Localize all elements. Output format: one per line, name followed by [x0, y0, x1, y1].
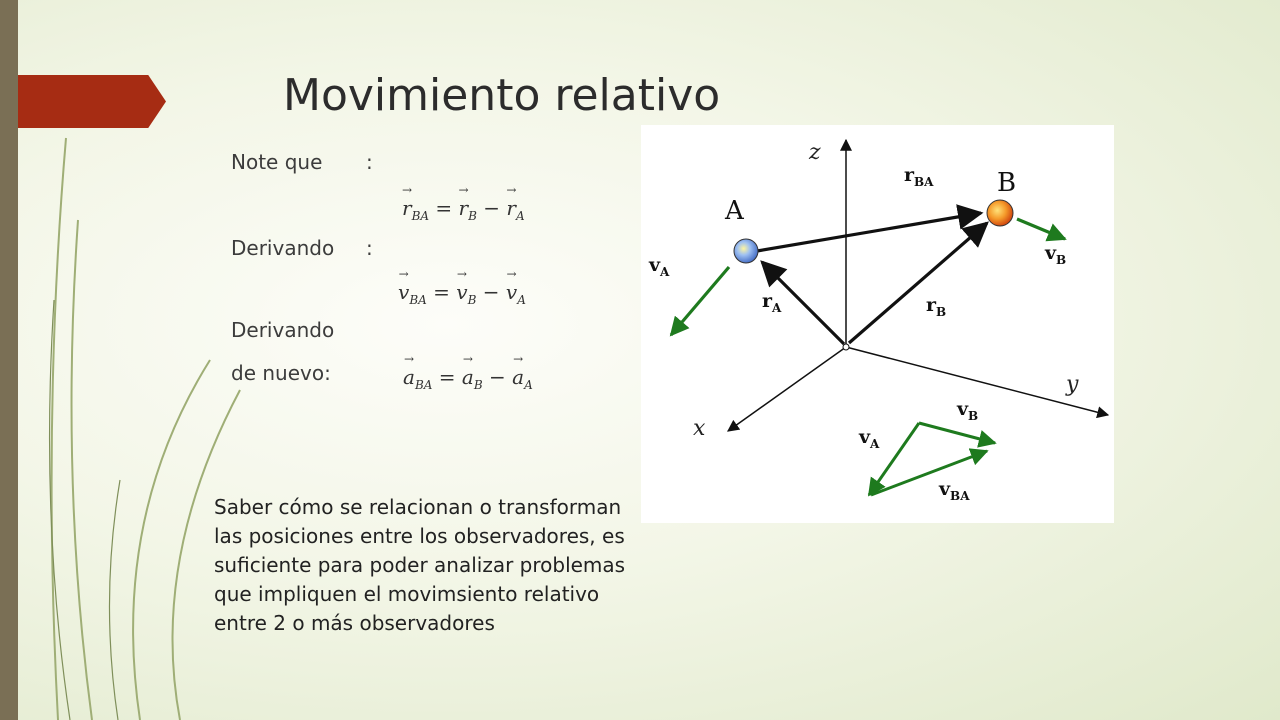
derive-label: Derivando — [231, 236, 335, 260]
y-axis-label: y — [1066, 372, 1079, 397]
triangle-v-ba-label: $v_{BA}$ — [939, 478, 970, 503]
paragraph-line: suficiente para poder analizar problemas — [214, 553, 626, 577]
triangle-v-b-vector — [919, 423, 995, 443]
paragraph-line: las posiciones entre los observadores, es — [214, 524, 625, 548]
explanation-paragraph — [214, 493, 714, 638]
v-b-label: $v_B$ — [1045, 242, 1067, 267]
acceleration-equation: → $a_{BA}$ = → $a_B$ − → $a_A$ — [403, 365, 533, 392]
r-ba-vector — [757, 213, 981, 251]
derive-again-label: Derivando — [231, 318, 335, 342]
point-b — [987, 200, 1013, 226]
paragraph-line: que impliquen el movimsiento relativo — [214, 582, 600, 606]
x-axis — [728, 347, 846, 431]
point-a-label: A — [725, 196, 744, 226]
origin-point — [843, 344, 849, 350]
triangle-v-b-label: $v_B$ — [957, 398, 979, 423]
z-axis-label: z — [809, 140, 821, 165]
position-equation: → $r_{BA}$ = → $r_B$ − → $r_A$ — [402, 196, 525, 223]
triangle-v-ba-vector — [871, 451, 987, 495]
r-b-label: $r_B$ — [926, 294, 947, 319]
title-accent-tab — [18, 75, 166, 128]
velocity-equation: → $v_{BA}$ = → $v_B$ − → $v_A$ — [398, 280, 526, 307]
point-a — [734, 239, 758, 263]
paragraph-line: entre 2 o más observadores — [214, 611, 495, 635]
r-a-label: $r_A$ — [762, 290, 782, 315]
relative-motion-figure — [641, 125, 1114, 523]
derive-colon: : — [366, 236, 373, 260]
triangle-v-a-label: $v_A$ — [859, 426, 880, 451]
paragraph-line: Saber cómo se relacionan o transforman — [214, 495, 622, 519]
v-b-vector — [1017, 219, 1065, 239]
x-axis-label: x — [693, 416, 706, 441]
slide-title: Movimiento relativo — [283, 70, 721, 121]
r-b-vector — [849, 223, 987, 343]
v-a-vector — [671, 267, 729, 335]
triangle-v-a-vector — [869, 423, 919, 495]
r-ba-label: $r_{BA}$ — [904, 164, 934, 189]
vector-diagram — [641, 125, 1114, 523]
note-colon: : — [366, 150, 373, 174]
note-label: Note que — [231, 150, 323, 174]
point-b-label: B — [997, 168, 1017, 198]
again-label: de nuevo: — [231, 361, 331, 385]
v-a-label: $v_A$ — [649, 254, 670, 279]
